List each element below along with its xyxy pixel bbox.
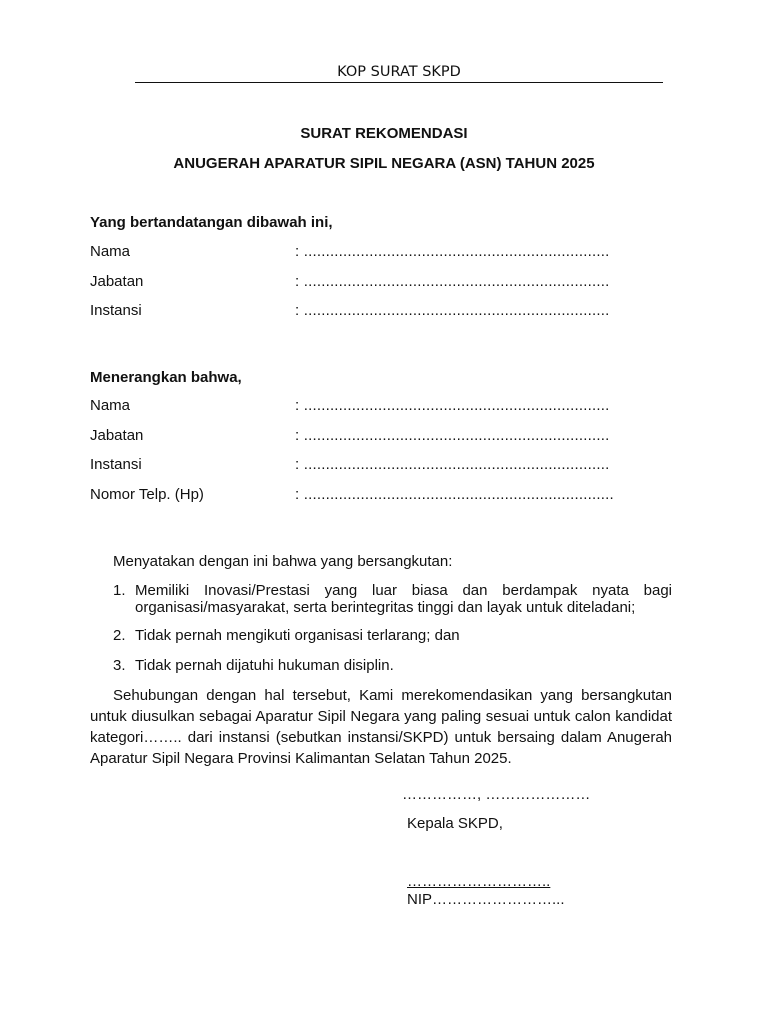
signatory-position-value: : ...................................................................... xyxy=(295,273,610,290)
subject-name-value: : ...................................................................... xyxy=(295,397,610,414)
signature-place-date: ……………, ………………… xyxy=(402,786,591,803)
signatory-agency-value: : ...................................................................... xyxy=(295,302,610,319)
document-subtitle: ANUGERAH APARATUR SIPIL NEGARA (ASN) TAHUN 2025 xyxy=(173,155,595,172)
closing-paragraph: Sehubungan dengan hal tersebut, Kami merekomendasikan yang bersangkutan untuk diusulkan sebagai Aparatur Sipil Negara yang paling sesuai untuk calon kandidat kategori…….. dari instansi (sebutkan instansi/SKPD) untuk bersaing dalam Anugerah Aparatur Sipil Negara Provinsi Kalimantan Selatan Tahun 2025. xyxy=(90,687,672,767)
signature-position: Kepala SKPD, xyxy=(407,815,503,832)
list-item-text: Tidak pernah mengikuti organisasi terlarang; dan xyxy=(135,627,460,644)
signatory-agency-label: Instansi xyxy=(90,302,142,319)
signatory-name-value: : ...................................................................... xyxy=(295,243,610,260)
statement-intro: Menyatakan dengan ini bahwa yang bersangkutan: xyxy=(113,553,453,570)
signatory-name-label: Nama xyxy=(90,243,131,260)
subject-phone-label: Nomor Telp. (Hp) xyxy=(90,486,204,503)
subject-phone-value: : ....................................................................... xyxy=(295,486,614,503)
subject-name-label: Nama xyxy=(90,397,131,414)
letterhead-divider xyxy=(135,82,663,83)
list-item-text: Tidak pernah dijatuhi hukuman disiplin. xyxy=(135,657,394,674)
list-item-number: 2. xyxy=(113,627,126,644)
signature-nip: NIP……………………... xyxy=(407,891,565,908)
subject-position-label: Jabatan xyxy=(90,427,144,444)
signatory-position-label: Jabatan xyxy=(90,273,144,290)
signature-name-line: ……………………….. xyxy=(407,873,551,890)
list-item-number: 1. xyxy=(113,582,126,599)
subject-agency-value: : ...................................................................... xyxy=(295,456,610,473)
list-item-text-line1: Memiliki Inovasi/Prestasi yang luar biasa dan berdampak nyata bagi xyxy=(135,582,672,599)
letterhead-text: KOP SURAT SKPD xyxy=(337,64,461,80)
subject-position-value: : ...................................................................... xyxy=(295,427,610,444)
list-item-number: 3. xyxy=(113,657,126,674)
subject-heading: Menerangkan bahwa, xyxy=(90,369,242,386)
document-title: SURAT REKOMENDASI xyxy=(300,125,468,142)
letterhead xyxy=(135,62,663,83)
subject-agency-label: Instansi xyxy=(90,456,142,473)
list-item-text-line2: organisasi/masyarakat, serta berintegritas tinggi dan layak untuk diteladani; xyxy=(135,599,636,616)
signatory-heading: Yang bertandatangan dibawah ini, xyxy=(90,214,333,231)
